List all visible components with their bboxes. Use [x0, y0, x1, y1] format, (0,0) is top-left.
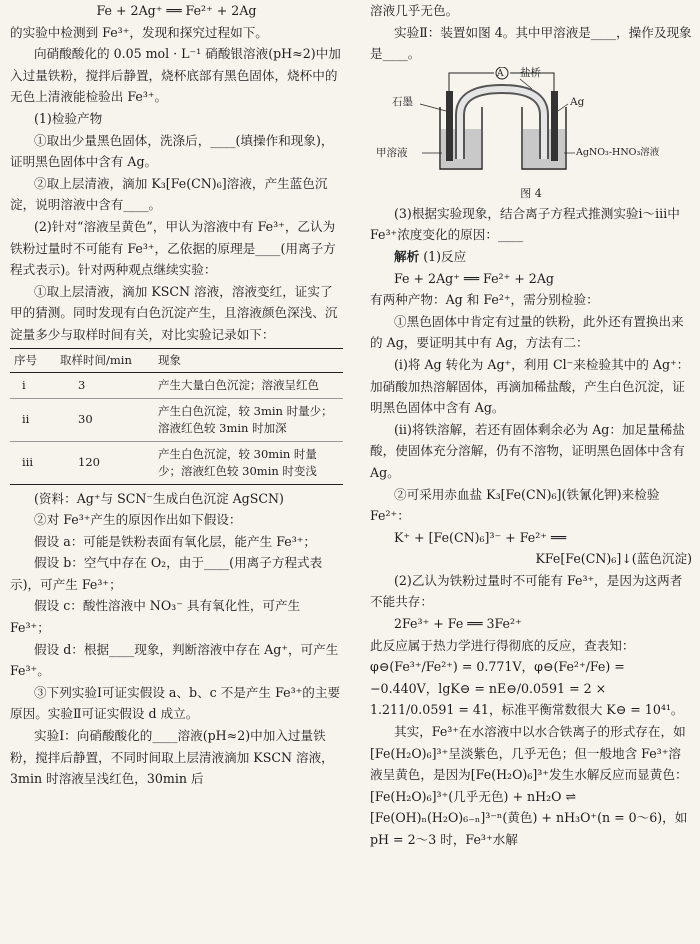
hypothesis-a: 假设 a：可能是铁粉表面有氧化层，能产生 Fe³⁺； — [34, 533, 316, 549]
table-header: 取样时间/min — [56, 348, 154, 372]
graphite-label: 石墨 — [392, 95, 413, 108]
analysis-text: (1)反应 — [423, 248, 467, 264]
agno3-solution-label: AgNO₃-HNO₃溶液 — [576, 146, 660, 158]
paragraph: 向硝酸酸化的 0.05 mol · L⁻¹ 硝酸银溶液(pH≈2)中加入过量铁粉，搅拌后静置，烧杯底部有黑色固体，烧杯中的无色上清液能检验出 Fe³⁺。 — [10, 46, 341, 105]
analysis-heading — [370, 246, 692, 268]
salt-bridge-label: 盐桥 — [520, 66, 541, 79]
reaction-equation: K⁺ + [Fe(CN)₆]³⁻ + Fe²⁺ ══ — [394, 529, 567, 545]
hypothesis-d: 假设 d：根据____现象，判断溶液中存在 Ag⁺，可产生 Fe³⁺。 — [10, 641, 339, 679]
silver-electrode-label: Ag — [570, 95, 585, 108]
table-cell: 3 — [56, 372, 154, 398]
question-heading: (2)针对“溶液呈黄色”，甲认为溶液中有 Fe³⁺，乙认为铁粉过量时不可能有 Fe³⁺，乙依据的原理是____(用离子方程式表示)。针对两种观点继续实验： — [10, 218, 336, 278]
table-header: 序号 — [10, 348, 56, 372]
solution-jia-label: 甲溶液 — [376, 146, 408, 159]
table-header: 现象 — [154, 348, 343, 372]
table-cell: 产生白色沉淀，较 30min 时量少；溶液红色较 30min 时变浅 — [154, 441, 343, 484]
table-cell: 产生白色沉淀，较 3min 时量少；溶液红色较 3min 时加深 — [154, 398, 343, 441]
question-item: ③下列实验Ⅰ可证实假设 a、b、c 不是产生 Fe³⁺的主要原因。实验Ⅱ可证实假设 d 成立。 — [10, 684, 341, 722]
analysis-label: 解析 — [394, 248, 420, 264]
hypothesis-b: 假设 b：空气中存在 O₂，由于____(用离子方程式表示)，可产生 Fe³⁺； — [10, 555, 323, 592]
paragraph: ②可采用赤血盐 K₃[Fe(CN)₆](铁氰化钾)来检验 Fe²⁺： — [370, 486, 660, 524]
ammeter-label: A — [497, 68, 504, 79]
table-cell: 30 — [56, 398, 154, 441]
table-row — [10, 372, 343, 398]
paragraph: (2)乙认为铁粉过量时不可能有 Fe³⁺，是因为这两者不能共存： — [370, 572, 683, 610]
hypothesis-c: 假设 c：酸性溶液中 NO₃⁻ 具有氧化性，可产生 Fe³⁺； — [10, 598, 301, 636]
question-item: ①取出少量黑色固体，洗涤后，____(填操作和现象)，证明黑色固体中含有 Ag。 — [10, 132, 334, 170]
question-heading: (1)检验产物 — [34, 110, 103, 126]
paragraph: 此反应属于热力学进行得彻底的反应，查表知：φ⊖(Fe³⁺/Fe²⁺) = 0.771V，φ⊖(Fe²⁺/Fe) = −0.440V，lgK⊖ = nE⊖/0.0591 = 2 × 1.211/0.0591 = 41，标准平衡常数很大 K⊖ = 10⁴¹。 — [370, 637, 684, 718]
question-item: ②对 Fe³⁺产生的原因作出如下假设： — [34, 512, 242, 528]
question-3: (3)根据实验现象，结合离子方程式推测实验ⅰ～ⅲ中 Fe³⁺浓度变化的原因：____ — [370, 205, 680, 243]
table-cell: 产生大量白色沉淀；溶液呈红色 — [154, 372, 343, 398]
reaction-equation: Fe + 2Ag⁺ ══ Fe²⁺ + 2Ag — [394, 270, 554, 286]
experiment-2: 实验Ⅱ：装置如图 4。其中甲溶液是____，操作及现象是____。 — [370, 24, 692, 62]
table-row — [10, 398, 343, 441]
question-item: ①取上层清液，滴加 KSCN 溶液，溶液变红，证实了甲的猜测。同时发现有白色沉淀产生，且溶液颜色深浅、沉淀量多少与取样时间有关，对比实验记录如下： — [10, 283, 338, 342]
experiment-1: 实验Ⅰ：向硝酸酸化的____溶液(pH≈2)中加入过量铁粉，搅拌后静置，不同时间取上层清液滴加 KSCN 溶液，3min 时溶液呈浅红色，30min 后 — [10, 728, 334, 787]
figure-4-apparatus — [370, 67, 692, 185]
galvanic-cell-diagram — [370, 67, 692, 185]
reaction-equation: 2Fe³⁺ + Fe ══ 3Fe²⁺ — [394, 616, 522, 632]
question-item: ②取上层清液，滴加 K₃[Fe(CN)₆]溶液，产生蓝色沉淀，说明溶液中含有____。 — [10, 175, 328, 213]
paragraph: 溶液几乎无色。 — [370, 3, 459, 18]
paragraph: ①黑色固体中肯定有过量的铁粉，此外还有置换出来的 Ag，要证明其中有 Ag，方法有二： — [370, 313, 684, 351]
figure-caption: 图 4 — [520, 186, 542, 200]
experiment-table — [10, 348, 343, 485]
paragraph: (ⅰ)将 Ag 转化为 Ag⁺，利用 Cl⁻来检验其中的 Ag⁺：加硝酸加热溶解固体，再滴加稀盐酸，产生白色沉淀，证明黑色固体中含有 Ag。 — [370, 356, 690, 416]
paragraph: (ⅱ)将铁溶解，若还有固体剩余必为 Ag：加足量稀盐酸，使固体充分溶解，仍有不溶物，证明黑色固体中含有 Ag。 — [370, 421, 685, 480]
reaction-equation: Fe + 2Ag⁺ ══ Fe²⁺ + 2Ag — [96, 3, 257, 18]
note: (资料：Ag⁺与 SCN⁻生成白色沉淀 AgSCN) — [34, 490, 284, 506]
reaction-equation: KFe[Fe(CN)₆]↓(蓝色沉淀) — [535, 551, 692, 567]
paragraph: 其实，Fe³⁺在水溶液中以水合铁离子的形式存在，如[Fe(H₂O)₆]³⁺呈淡紫色，几乎无色；但一般地含 Fe³⁺溶液呈黄色，是因为[Fe(H₂O)₆]³⁺发生水解反应而显黄色：[Fe(H₂O)₆]³⁺(几乎无色) + nH₂O ⇌ [Fe(OH)ₙ(H₂O)₆₋ₙ]³⁻ⁿ(黄色) + nH₃O⁺(n = 0～6)，如 pH = 2～3 时，Fe³⁺水解 — [370, 724, 688, 847]
table-cell: 120 — [56, 441, 154, 484]
table-cell: ⅰ — [10, 372, 56, 398]
paragraph: 有两种产物：Ag 和 Fe²⁺，需分别检验： — [370, 292, 599, 308]
paragraph: 的实验中检测到 Fe³⁺，发现和探究过程如下。 — [10, 24, 268, 40]
table-cell: ⅱ — [10, 398, 56, 441]
table-cell: ⅲ — [10, 441, 56, 484]
right-column — [370, 0, 692, 851]
table-row — [10, 441, 343, 484]
left-column — [10, 0, 343, 790]
